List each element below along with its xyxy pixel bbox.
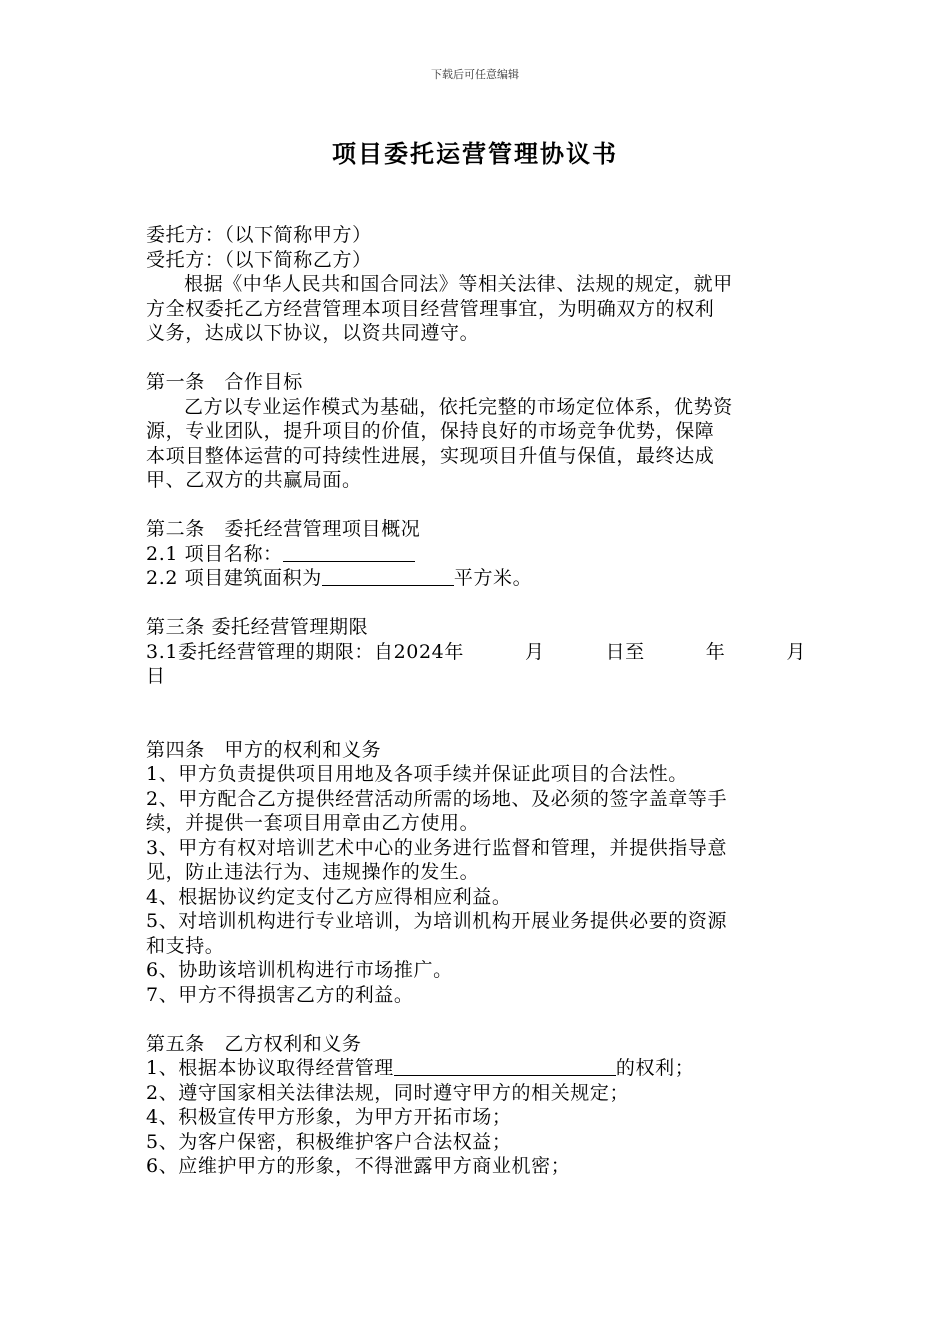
agent-party: 受托方：（以下简称乙方）	[146, 248, 372, 271]
management-right-blank[interactable]	[394, 1057, 616, 1076]
term-month-2: 月	[786, 640, 806, 663]
article4-line: 2、甲方配合乙方提供经营活动所需的场地、及必须的签字盖章等手	[146, 787, 728, 810]
article5-line: 6、应维护甲方的形象，不得泄露甲方商业机密；	[146, 1155, 571, 1177]
project-name-row	[146, 542, 806, 567]
document-title: 项目委托运营管理协议书	[332, 139, 618, 168]
project-name-label: 2.1 项目名称：	[146, 542, 283, 565]
article1-line: 源，专业团队，提升项目的价值，保持良好的市场竞争优势，保障	[146, 420, 715, 442]
preamble-line: 义务，达成以下协议，以资共同遵守。	[146, 322, 480, 344]
term-start: 3.1委托经营管理的期限：自2024年	[146, 640, 464, 663]
article4-line: 1、甲方负责提供项目用地及各项手续并保证此项目的合法性。	[146, 763, 688, 785]
project-area-unit: 平方米。	[453, 567, 533, 589]
article4-line: 7、甲方不得损害乙方的利益。	[146, 983, 414, 1006]
article5-heading: 第五条 乙方权利和义务	[146, 1032, 362, 1055]
article4-line: 和支持。	[146, 934, 225, 957]
project-name-blank[interactable]	[283, 543, 415, 562]
article1-line: 甲、乙双方的共赢局面。	[146, 469, 362, 491]
article4-line: 4、根据协议约定支付乙方应得相应利益。	[146, 885, 512, 908]
term-month-1: 月	[524, 640, 545, 663]
article2-heading: 第二条 委托经营管理项目概况	[146, 518, 421, 540]
term-day-to: 日至	[605, 640, 645, 663]
article1-line: 本项目整体运营的可持续性进展，实现项目升值与保值，最终达成	[146, 444, 715, 467]
page-header-note: 下载后可任意编辑	[431, 68, 519, 81]
article3-heading: 第三条 委托经营管理期限	[146, 616, 369, 638]
article5-line: 2、遵守国家相关法律法规，同时遵守甲方的相关规定；	[146, 1081, 630, 1104]
term-day-end: 日	[146, 665, 166, 687]
document-body	[146, 223, 806, 1179]
article4-line: 6、协助该培训机构进行市场推广。	[146, 959, 453, 981]
article4-line: 续，并提供一套项目用章由乙方使用。	[146, 812, 480, 834]
article5-line: 5、为客户保密，积极维护客户合法权益；	[146, 1130, 512, 1153]
preamble-line: 方全权委托乙方经营管理本项目经营管理事宜，为明确双方的权利	[146, 297, 715, 320]
term-year-2: 年	[705, 640, 726, 663]
article4-line: 5、对培训机构进行专业培训，为培训机构开展业务提供必要的资源	[146, 910, 728, 932]
article1-line: 乙方以专业运作模式为基础，依托完整的市场定位体系，优势资	[184, 395, 733, 418]
project-area-row	[146, 566, 806, 591]
principal-party: 委托方：（以下简称甲方）	[146, 224, 372, 246]
project-area-blank[interactable]	[322, 567, 454, 586]
preamble-line: 根据《中华人民共和国合同法》等相关法律、法规的规定，就甲	[184, 273, 733, 295]
article4-line: 见，防止违法行为、违规操作的发生。	[146, 861, 480, 883]
article4-line: 3、甲方有权对培训艺术中心的业务进行监督和管理，并提供指导意	[146, 836, 728, 859]
article1-heading: 第一条 合作目标	[146, 371, 303, 393]
management-right-suffix: 的权利；	[615, 1057, 695, 1079]
management-right-label: 1、根据本协议取得经营管理	[146, 1057, 394, 1079]
article5-line: 4、积极宣传甲方形象，为甲方开拓市场；	[146, 1106, 512, 1128]
term-row	[146, 640, 806, 665]
article4-heading: 第四条 甲方的权利和义务	[146, 738, 382, 761]
project-area-label: 2.2 项目建筑面积为	[146, 567, 322, 589]
management-right-row	[146, 1056, 806, 1081]
